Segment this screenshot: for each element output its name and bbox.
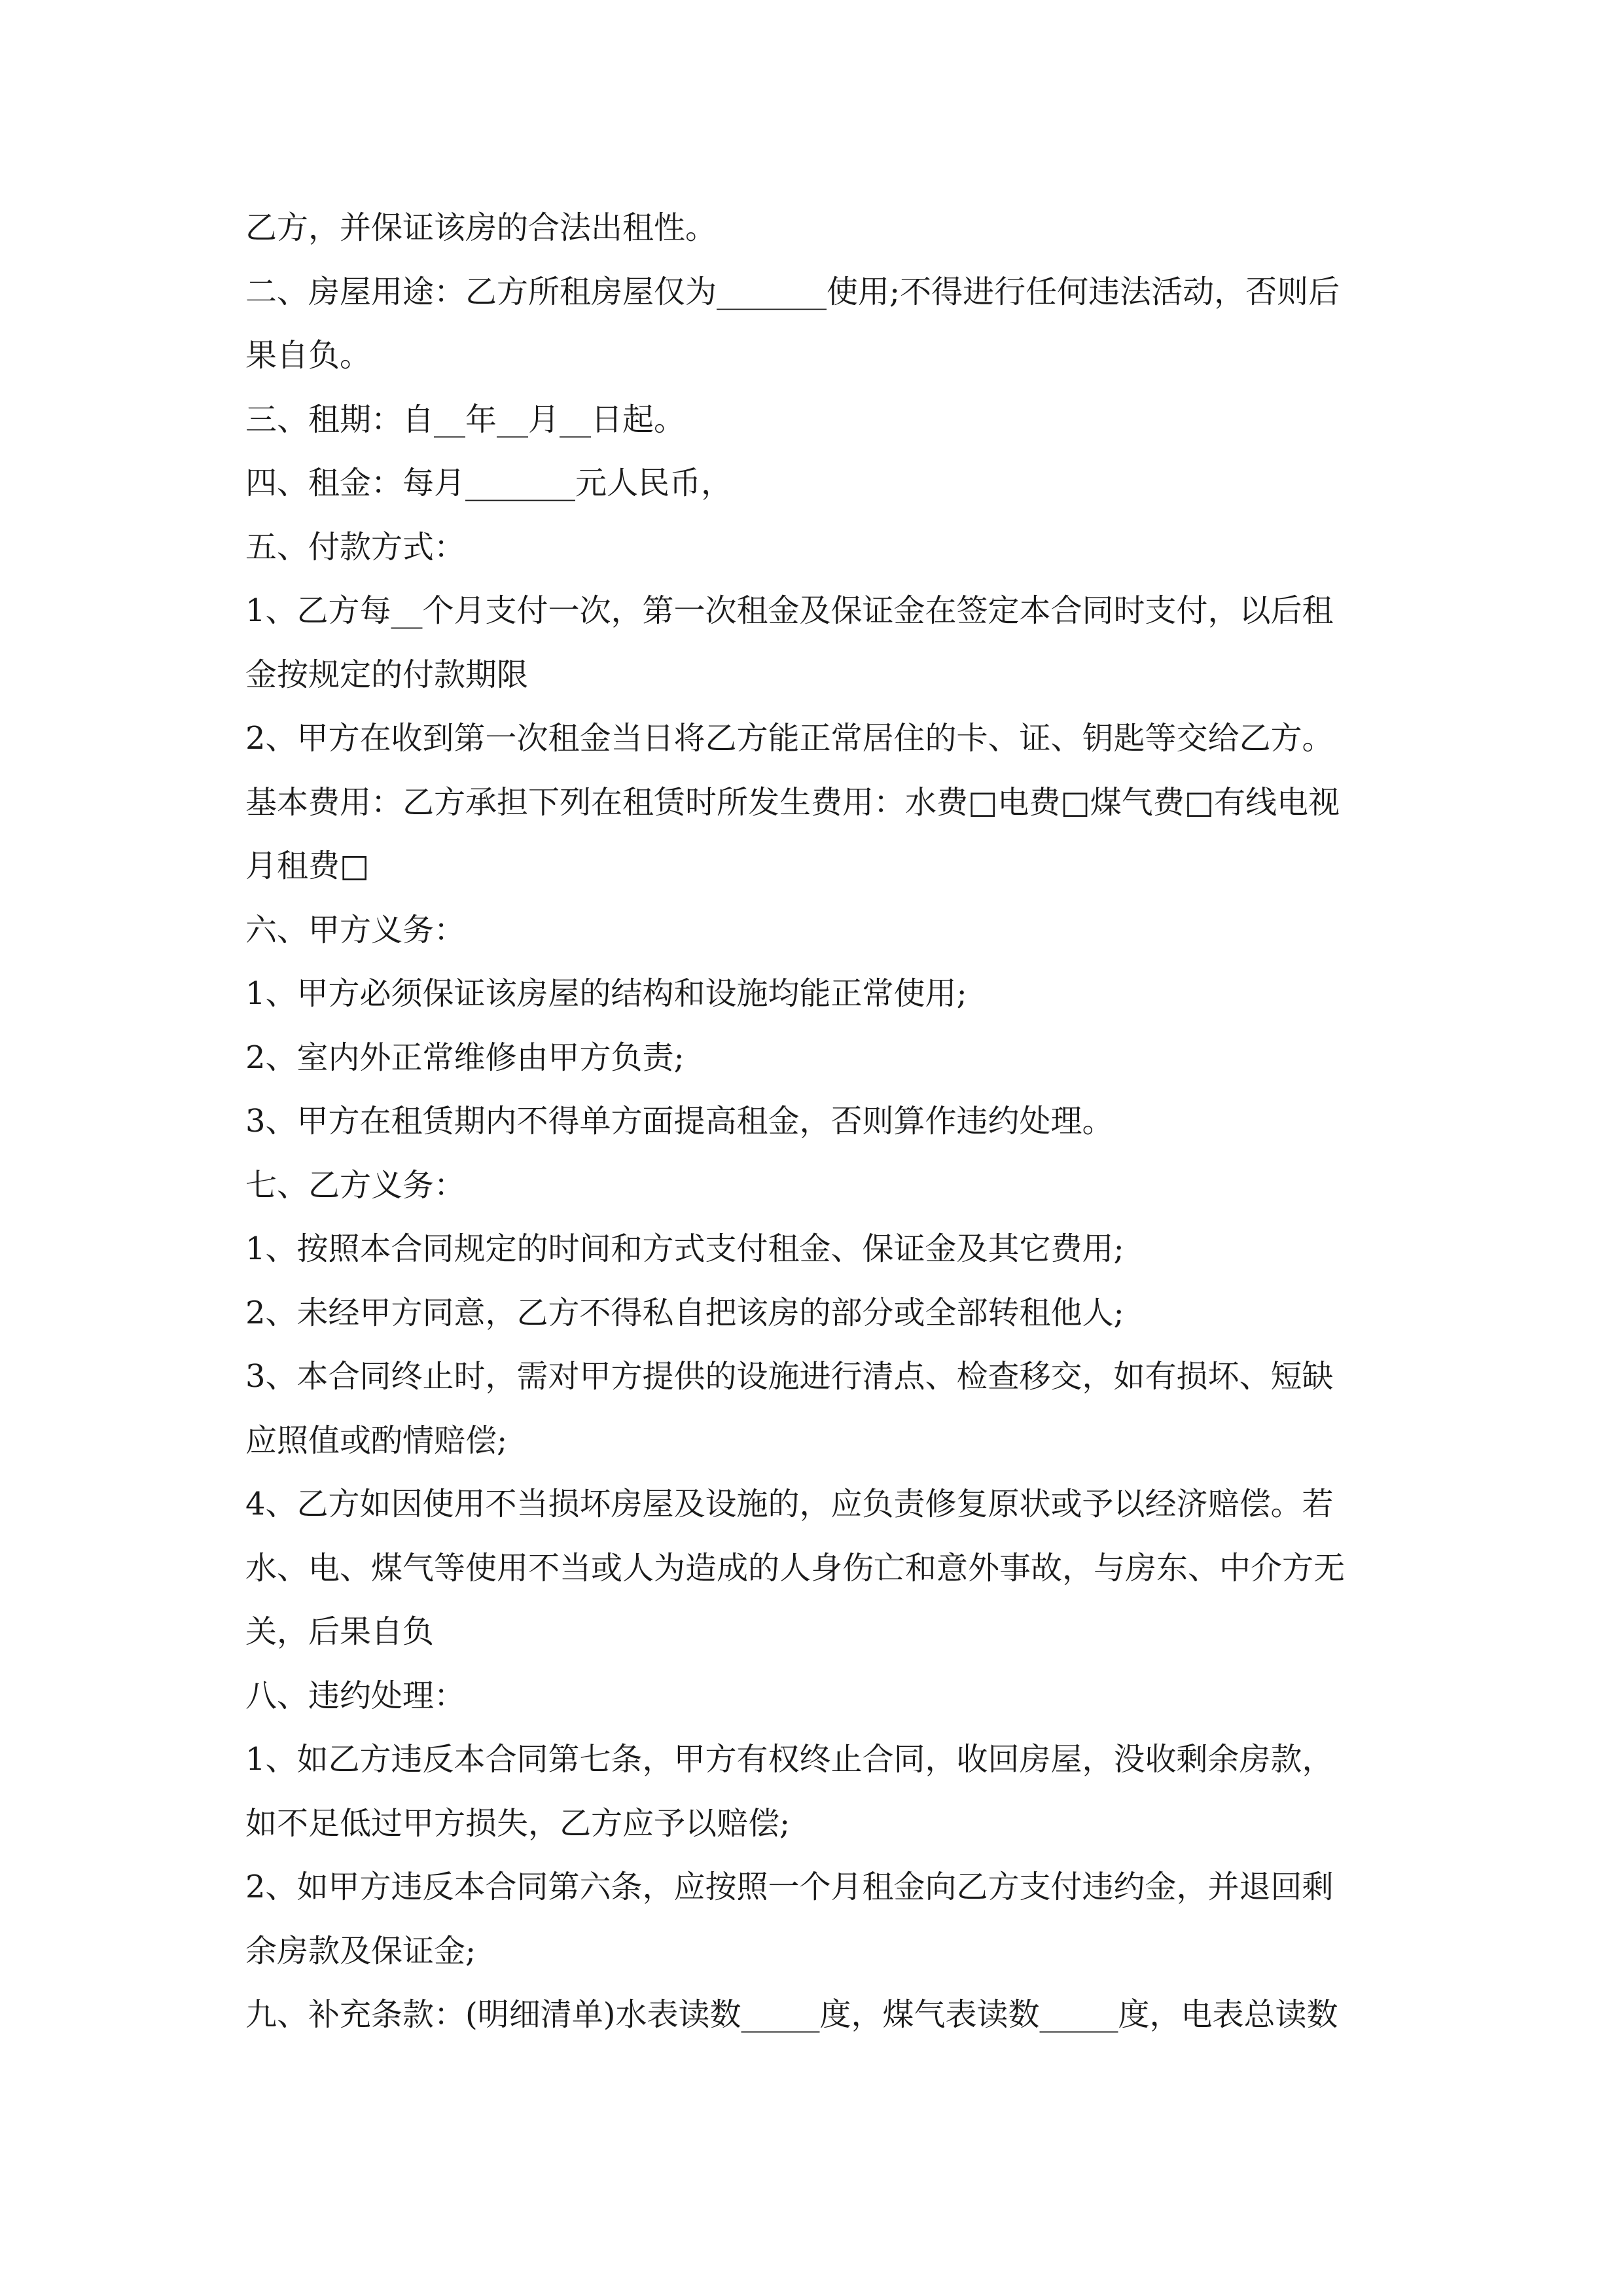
text-line: 关，后果自负 [245,1613,435,1650]
text-line: 如不足低过甲方损失，乙方应予以赔偿; [245,1804,791,1842]
text-line: 金按规定的付款期限 [245,656,529,693]
text-line: 1、甲方必须保证该房屋的结构和设施均能正常使用; [245,975,967,1012]
text-line: 2、室内外正常维修由甲方负责; [245,1039,685,1076]
text-line: 乙方，并保证该房的合法出租性。 [245,209,717,246]
text-line: 2、如甲方违反本合同第六条，应按照一个月租金向乙方支付违约金，并退回剩 [245,1869,1334,1905]
text-line: 三、租期：自__年__月__日起。 [245,401,686,438]
text-line: 1、如乙方违反本合同第七条，甲方有权终止合同，收回房屋，没收剩余房款， [245,1741,1334,1778]
text-line: 果自负。 [245,337,372,374]
text-line: 四、租金：每月_______元人民币， [245,465,733,501]
contract-body [245,196,1381,2047]
text-line: 基本费用：乙方承担下列在租赁时所发生费用：水费□电费□煤气费□有线电视 [245,783,1340,821]
text-line: 2、未经甲方同意，乙方不得私自把该房的部分或全部转租他人; [245,1294,1124,1331]
text-line: 1、按照本合同规定的时间和方式支付租金、保证金及其它费用; [245,1230,1124,1267]
text-line: 1、乙方每__个月支付一次，第一次租金及保证金在签定本合同时支付，以后租 [245,592,1334,629]
text-line: 水、电、煤气等使用不当或人为造成的人身伤亡和意外事故，与房东、中介方无 [245,1549,1346,1587]
text-line: 余房款及保证金; [245,1932,476,1969]
text-line: 月租费□ [245,848,370,884]
text-line: 九、补充条款：(明细清单)水表读数_____度，煤气表读数_____度，电表总读数 [245,1996,1338,2033]
text-line: 3、本合同终止时，需对甲方提供的设施进行清点、检查移交，如有损坏、短缺 [245,1358,1334,1395]
text-line: 3、甲方在租赁期内不得单方面提高租金，否则算作违约处理。 [245,1103,1114,1139]
section-heading: 八、违约处理： [245,1677,466,1714]
section-heading: 五、付款方式： [245,528,466,565]
text-line: 4、乙方如因使用不当损坏房屋及设施的，应负责修复原状或予以经济赔偿。若 [245,1486,1334,1522]
section-heading: 七、乙方义务： [245,1166,466,1204]
text-line: 2、甲方在收到第一次租金当日将乙方能正常居住的卡、证、钥匙等交给乙方。 [245,720,1334,757]
section-heading: 六、甲方义务： [245,911,466,948]
text-line: 二、房屋用途：乙方所租房屋仅为_______使用;不得进行任何违法活动，否则后 [245,273,1340,310]
text-line: 应照值或酌情赔偿; [245,1422,508,1459]
